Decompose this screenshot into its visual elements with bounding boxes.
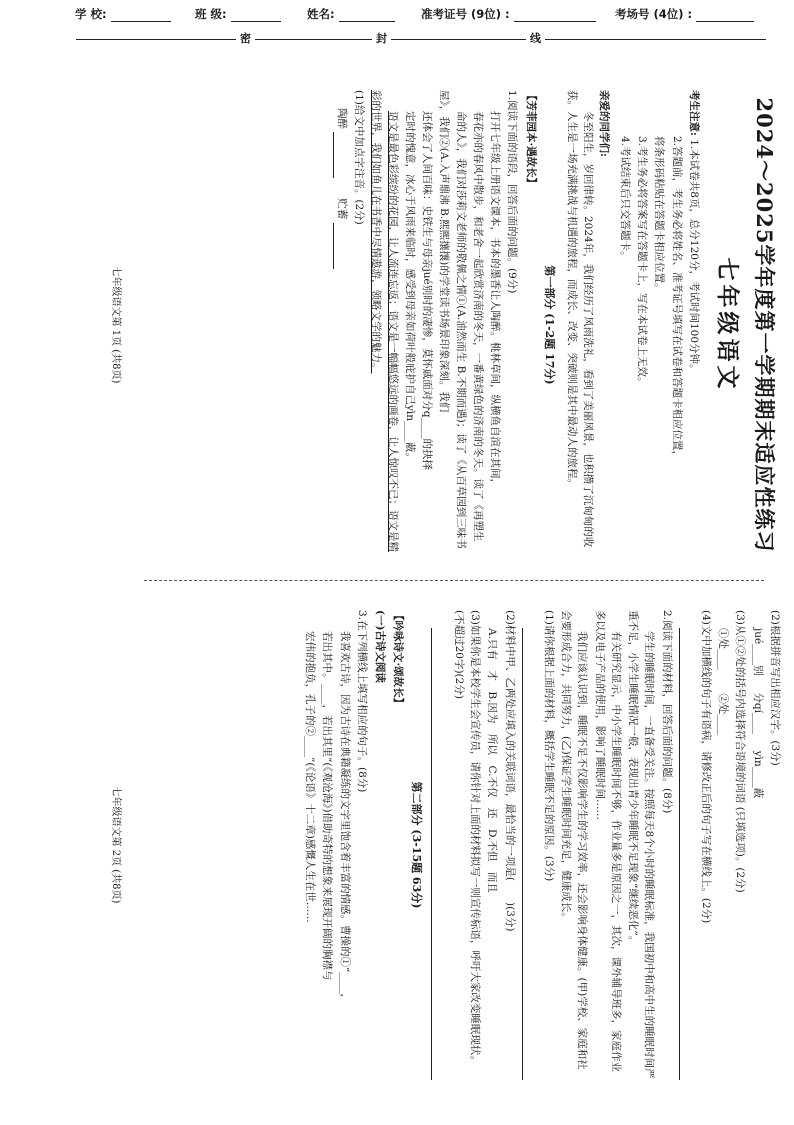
school-label: 学 校: <box>75 7 107 21</box>
reading-passage <box>368 90 503 560</box>
q2-1-answer-line[interactable] <box>522 628 537 1080</box>
zhuxu-answer-blank[interactable] <box>333 223 346 269</box>
poem-fill-line: 我喜欢古诗，因为古诗在典籍凝练的文字里饱含着丰富的情感。曹操的①“____， <box>338 631 351 1004</box>
pinyin-jue: jué____别 <box>751 628 764 676</box>
page-two-footer: 七年级语文第 2页 (共8页) <box>110 786 122 904</box>
underlined-sentence: 语文是最色彩缤纷的花园，让人流连忘返；语文是一幅幅悠远的画卷，让人惊叹不已；语文是精彩的世界，我们如鱼儿在书香中尽情遨游，领略文学的魅力。 <box>370 90 399 552</box>
opening-letter <box>564 90 613 560</box>
choice-answer-row <box>715 610 731 1080</box>
page-two-column <box>104 610 784 1080</box>
notice-item: 将条形码粘贴在答题卡相应位置。 <box>653 136 666 294</box>
poem-fill-line: 若出其中。____，若出其里”(《观沧海》)借助奇特的想象来展现开阔的胸襟与 <box>321 631 334 981</box>
exam-header <box>0 0 794 60</box>
name-field <box>307 6 395 22</box>
word-zhuxu: 贮蓄 <box>335 198 348 220</box>
question-1-1: (1)给文中加点字注音。(2分) <box>352 90 365 225</box>
school-field <box>75 6 171 22</box>
exam-sheet <box>94 60 794 1115</box>
pinyin-yin: yìn____蔽 <box>751 750 764 799</box>
room-no-field <box>615 6 754 22</box>
passage-line: 春花亦的春风中散步，和老舍一起欣赏济南的冬天，一番黄绿色的济南的冬天。读了《再塑生 <box>471 111 484 542</box>
notice-item: 1.本试卷共8页，总分120分，考试时间100分钟。 <box>687 139 700 375</box>
question-1-3: (3)从①②处的括号内选择符合语境的词语 (只填选项)。(2分) <box>734 610 747 893</box>
room-no-label: 考场号 (4位) : <box>615 7 693 21</box>
section-title: 【芳菲园本·遇故长】 <box>524 90 537 189</box>
q1-4-answer-line[interactable] <box>679 628 694 1080</box>
question-2-stem: 2.阅读下面的材料，回答后面的问题。(8分) <box>660 610 673 814</box>
pinyin-answer-row <box>333 90 349 560</box>
passage-line: 打开七年级上册语文课本，书本的墨香让人陶醉。桃林草间，纵横鱼自渲在其间， <box>489 111 502 489</box>
material-paragraph: 有关研究显示，中小学生睡眠时间不够，作业量多是原因之一，其次，课外辅导班多，家庭作业多以及电子产品的使用，影响了睡眠时间…… <box>593 610 622 1072</box>
notice-item: 4.考试结束后只交答题卡。 <box>618 136 631 262</box>
notice-item: 2.答题前，考生务必将姓名、准考证号填写在试卷和答题卡相应位置， <box>670 136 683 462</box>
hanzi-answer-row <box>749 610 765 1080</box>
question-3: 3.在下列横线上填写相应的句子。(8分) <box>355 610 368 793</box>
passage-line: 还体会了人间百味：史铁生与母亲jué别时的凄惨，莫怀戚面对分q____的抉择 <box>421 111 434 470</box>
question-1-4: (4)文中加横线的句子有语病，请修改正后的句子写在横线上。(2分) <box>699 610 712 924</box>
name-blank[interactable] <box>339 7 395 22</box>
part-two-title: 第二部分 (3-15题 63分) <box>410 781 424 909</box>
seal-line <box>76 30 776 46</box>
page-one-footer: 七年级语文第 1页 (共8页) <box>110 266 122 384</box>
exam-no-blank[interactable] <box>514 7 596 22</box>
question-2-2: (2)材料中甲、乙两处应填入的关联词语，最恰当的一项是( )(3分) <box>503 610 516 932</box>
pinyin-qi: 分qí____ <box>751 692 764 735</box>
question-2-3: (3)如果你是本校学生会宣传员，请你针对上面的材料拟写一则宣传标语，呼吁大家改变睡眠现状。(不超过20字)(2分) <box>452 610 482 1066</box>
class-label: 班 级: <box>195 7 227 21</box>
material-paragraph: 我们应该认识到，睡眠不足不仅影响学生的学习效率，还会影响身体健康。(甲)学校、家庭和社会要形成合力，共同努力，(乙)保证学生睡眠时间充足，健康成长。 <box>560 610 589 1070</box>
choice-slot-1: ①处____ <box>717 628 730 670</box>
passage-line: 定时的愧意，冰心于风雨来临时，感受到母亲如荷叶般庇护自己yìn____蔽。 <box>403 111 416 464</box>
seal-word-feng: 封 <box>372 30 391 46</box>
notice-label: 考生注意: <box>687 90 700 136</box>
school-blank[interactable] <box>111 7 171 22</box>
exam-no-field <box>421 6 596 22</box>
passage-line: 命的人》，我们对莎莉文老师的敬佩之情①(A.油然而生 B.不期而遇)；读了《从百草园到三味书屋》，我们②(A.入声鼎沸 B.熙熙攘攘)的学堂读书场景印象深刻。我们 <box>438 90 467 549</box>
candidate-info-row <box>75 6 775 26</box>
question-2-1: (1)请你根据上面的材料，概括学生睡眠不足的原因。(3分) <box>542 610 555 882</box>
class-blank[interactable] <box>231 7 281 22</box>
subsection-title: (一)古诗文阅读 <box>374 610 387 683</box>
question-1-stem: 1.阅读下面的语段，回答后面的问题。(9分) <box>506 90 519 294</box>
seal-word-xian: 线 <box>526 30 545 46</box>
q2-2-options: A.只有 才 B.因为 所以 C.不仅 还 D.不但 而且 <box>486 628 499 893</box>
choice-slot-2: ②处____ <box>717 693 730 736</box>
notice-item: 3.考生务必将答案写在答题卡上，写在本试卷上无效。 <box>636 136 649 388</box>
part-one-title: 第一部分 (1-2题 17分) <box>542 265 556 385</box>
section-title-2: 【吟咏诗文·颂故长】 <box>392 610 405 709</box>
taozui-answer-blank[interactable] <box>333 132 346 178</box>
column-divider <box>144 580 764 581</box>
letter-greeting: 亲爱的同学们: <box>598 90 611 157</box>
seal-divider <box>76 39 766 40</box>
class-field <box>195 6 281 22</box>
poem-fill-line: 宏伟的抱负，孔子的②____”(《论语》十二章)感慨人生在世…… <box>304 631 317 923</box>
question-1-2: (2)根据拼音写出相应汉字。(3分) <box>769 610 781 766</box>
letter-body: 冬至阳生，岁回律转。2024年，我们经历了风雨洗礼，看到了美丽风景，也积攒了沉甸甸的收获。人生是一场充满挑战与机遇的旅程，而成长、改变、突破则是其中最动人的旅程。 <box>565 90 595 548</box>
material-paragraph: 学生的睡眠时间，一直备受关注。按照每天8个小时的睡眠标准，我国初中和高中生的睡眠时间严重不足，小学生睡眠情况一般，表现出青少年睡眠不足现象“继续恶化”。 <box>627 610 656 1079</box>
room-no-blank[interactable] <box>696 7 754 22</box>
exam-subject: 七年级语文 <box>714 257 742 393</box>
name-label: 姓名: <box>307 7 335 21</box>
candidate-notice <box>616 90 701 560</box>
page-one-column <box>104 90 784 560</box>
q2-3-answer-line[interactable] <box>431 628 446 1080</box>
exam-no-label: 准考证号 (9位) : <box>421 7 510 21</box>
seal-word-mi: 密 <box>236 30 255 46</box>
exam-title: 2024～2025学年度第一学期期末适应性练习 <box>752 97 777 553</box>
word-taozui: 陶醉 <box>335 108 348 129</box>
